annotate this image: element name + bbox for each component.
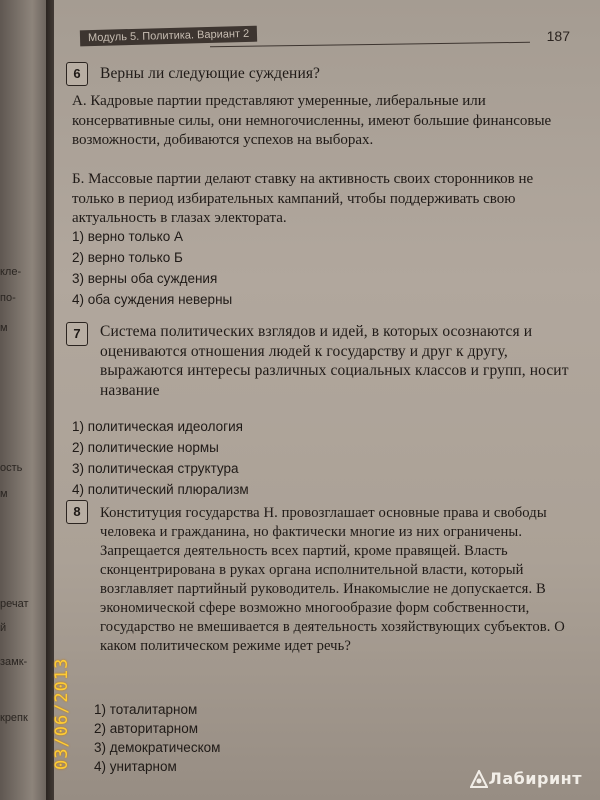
question-number-box: 8 [66,500,88,524]
left-page-fragment: ость [0,462,23,474]
labirint-logo-icon [470,770,488,788]
answer-options [72,226,232,310]
question-prompt: Верны ли следующие суждения? [100,65,321,82]
answer-options [94,700,220,776]
answer-option: 2) авторитарном [94,721,199,736]
left-page-fragment: м [0,322,8,334]
question-number-box: 6 [66,62,88,86]
answer-option: 2) верно только Б [72,250,183,265]
answer-options [72,416,249,500]
question-number-box: 7 [66,322,88,346]
labirint-brand: Лабиринт [488,769,582,788]
answer-option: 3) верны оба суждения [72,271,218,286]
left-page-fragment: кле- [0,266,22,278]
left-page-fragment: замк- [0,656,28,668]
answer-option: 4) политический плюрализм [72,482,249,497]
answer-option: 3) политическая структура [72,461,239,476]
left-page-fragment: м [0,488,8,500]
labirint-watermark [470,769,582,788]
date-stamp: 03/06/2013 [52,657,72,770]
question-prompt: Система политических взглядов и идей, в которых осознаются и оцениваются отношения людей к государству и друг к другу, выражаются интересы различных социальных классов и групп, носит название [100,323,569,399]
left-page-fragment: й [0,622,7,634]
page-content [54,0,600,800]
running-head: Модуль 5. Политика. Вариант 2 [80,26,258,47]
book-page [54,0,600,800]
answer-option: 1) верно только А [72,229,183,244]
statement-b: Б. Массовые партии делают ставку на активность своих сторонников не только в период избирательных кампаний, чтобы поддерживать свою актуальность в глазах электората. [72,171,534,226]
answer-option: 3) демократическом [94,740,221,755]
statement-a: А. Кадровые партии представляют умеренные, либеральные или консервативные силы, они немногочисленны, имеют большие финансовые возможности, добиваются успехов на выборах. [72,93,552,148]
left-page-edge [0,0,46,800]
left-page-fragment: речат [0,598,29,610]
answer-option: 2) политические нормы [72,440,219,455]
left-page-fragment: по- [0,292,16,304]
left-page-fragment: крепк [0,712,28,724]
answer-option: 1) тоталитарном [94,702,198,717]
answer-option: 1) политическая идеология [72,419,243,434]
page-number: 187 [546,28,570,44]
question-prompt: Конституция государства Н. провозглашает основные права и свободы человека и гражданина, но фактически многие из них ограничены. Запрещается деятельность всех партий, кроме правящей. Власть сконцентрирована в руках органа исполнительной власти, который возглавляет партийный руководитель. Инакомыслие не допускается. В экономической сфере возможно многообразие форм собственности, государство не вмешивается в деятельность хозяйствующих субъектов. О каком политическом режиме идет речь? [100,505,565,654]
answer-option: 4) унитарном [94,759,177,774]
answer-option: 4) оба суждения неверны [72,292,233,307]
